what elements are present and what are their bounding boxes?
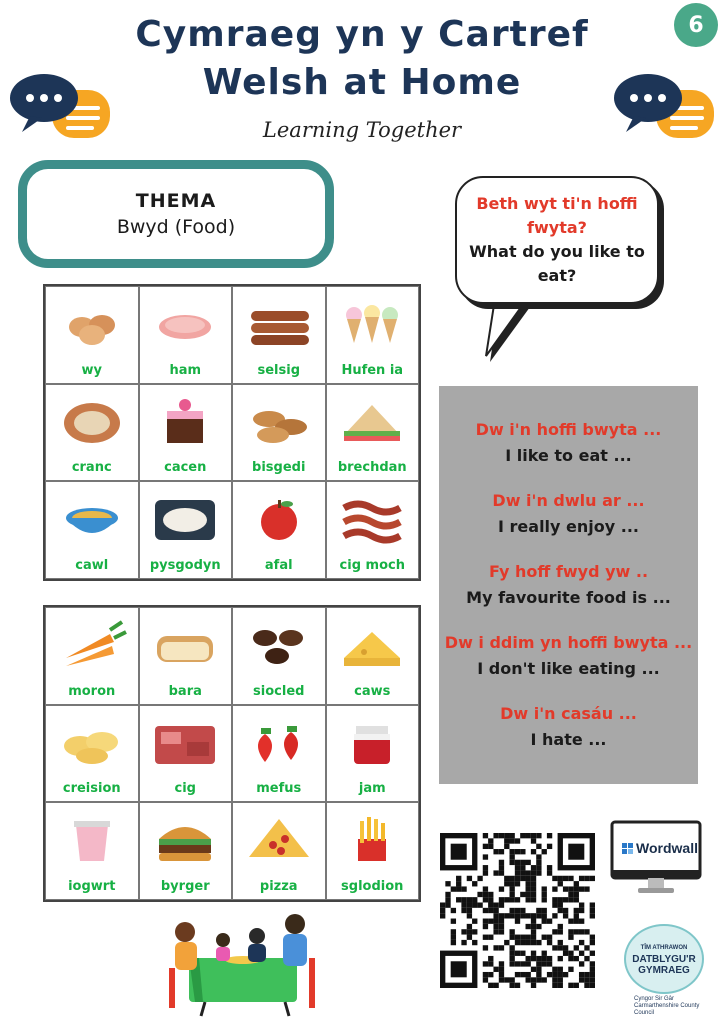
phrase-item bbox=[492, 488, 644, 540]
food-card bbox=[45, 607, 139, 705]
food-card bbox=[326, 286, 420, 384]
wordwall-monitor-icon[interactable] bbox=[610, 820, 704, 898]
phrase-item bbox=[466, 559, 671, 611]
page-title-welsh: Cymraeg yn y Cartref bbox=[135, 14, 589, 55]
badge-line-3: GYMRAEG bbox=[638, 964, 690, 976]
question-welsh: Beth wyt ti'n hoffi fwyta? bbox=[476, 194, 638, 237]
food-label: cig bbox=[174, 781, 196, 797]
eggs-icon bbox=[53, 293, 131, 351]
meat-icon bbox=[146, 712, 224, 770]
cheese-icon bbox=[333, 614, 411, 672]
food-label: creision bbox=[62, 781, 121, 797]
council-line-1: Cyngor Sir Gâr bbox=[634, 996, 675, 1002]
food-card bbox=[45, 802, 139, 900]
bacon-icon bbox=[333, 488, 411, 546]
question-english: What do you like to eat? bbox=[469, 242, 645, 285]
strawberries-icon bbox=[240, 712, 318, 770]
food-card bbox=[45, 384, 139, 482]
cake-icon bbox=[146, 391, 224, 449]
chat-bubbles-icon bbox=[612, 72, 716, 144]
food-label: pizza bbox=[259, 878, 298, 894]
ham-icon bbox=[146, 293, 224, 351]
crisps-icon bbox=[53, 712, 131, 770]
apple-icon bbox=[240, 488, 318, 546]
food-card bbox=[45, 286, 139, 384]
phrase-english: I don't like eating ... bbox=[477, 659, 660, 678]
phrase-welsh: Dw i'n casáu ... bbox=[500, 704, 637, 723]
fish-icon bbox=[146, 488, 224, 546]
food-label: afal bbox=[264, 557, 293, 573]
food-label: siocled bbox=[253, 683, 305, 699]
food-card bbox=[326, 384, 420, 482]
council-logo bbox=[634, 996, 704, 1017]
food-label: jam bbox=[358, 781, 386, 797]
phrase-english: I hate ... bbox=[530, 730, 607, 749]
food-grid-1 bbox=[43, 284, 421, 581]
sausages-icon bbox=[240, 293, 318, 351]
chocolate-icon bbox=[240, 614, 318, 672]
phrase-english: My favourite food is ... bbox=[466, 588, 671, 607]
food-label: cranc bbox=[71, 460, 112, 476]
page-number-badge: 6 bbox=[674, 3, 718, 47]
food-card bbox=[232, 802, 326, 900]
phrase-welsh: Dw i'n hoffi bwyta ... bbox=[475, 420, 662, 439]
phrase-item bbox=[476, 417, 662, 469]
chips-icon bbox=[333, 809, 411, 867]
food-label: ham bbox=[169, 362, 202, 378]
food-label: selsig bbox=[257, 362, 300, 378]
bread-icon bbox=[146, 614, 224, 672]
soup-icon bbox=[53, 488, 131, 546]
ice-cream-icon bbox=[333, 293, 411, 351]
council-line-2: Carmarthenshire County Council bbox=[634, 1003, 700, 1016]
welsh-team-badge bbox=[624, 924, 704, 994]
food-card bbox=[139, 286, 233, 384]
food-label: moron bbox=[68, 683, 116, 699]
food-label: bisgedi bbox=[252, 460, 306, 476]
crab-icon bbox=[53, 391, 131, 449]
badge-line-2: DATBLYGU'R bbox=[632, 953, 696, 965]
food-card bbox=[326, 705, 420, 803]
food-card bbox=[139, 481, 233, 579]
food-card bbox=[139, 802, 233, 900]
question-bubble bbox=[455, 176, 659, 304]
food-label: brechdan bbox=[337, 460, 407, 476]
sandwich-icon bbox=[333, 391, 411, 449]
pizza-icon bbox=[240, 809, 318, 867]
chat-bubbles-icon bbox=[8, 72, 112, 144]
qr-code[interactable] bbox=[440, 833, 595, 988]
food-label: iogwrt bbox=[68, 878, 116, 894]
phrase-welsh: Dw i ddim yn hoffi bwyta ... bbox=[444, 633, 693, 652]
food-card bbox=[139, 384, 233, 482]
food-grid-2 bbox=[43, 605, 421, 902]
phrases-panel bbox=[439, 386, 698, 784]
theme-heading: THEMA bbox=[135, 190, 217, 212]
food-label: cawl bbox=[75, 557, 109, 573]
food-card bbox=[232, 384, 326, 482]
food-label: wy bbox=[81, 362, 102, 378]
carrots-icon bbox=[53, 614, 131, 672]
jam-icon bbox=[333, 712, 411, 770]
food-card bbox=[326, 481, 420, 579]
theme-topic: Bwyd (Food) bbox=[116, 216, 236, 238]
food-label: bara bbox=[168, 683, 202, 699]
food-card bbox=[326, 802, 420, 900]
phrase-welsh: Dw i'n dwlu ar ... bbox=[492, 491, 645, 510]
food-card bbox=[232, 286, 326, 384]
food-label: caws bbox=[354, 683, 391, 699]
family-dinner-illustration bbox=[155, 910, 325, 1018]
wordwall-label[interactable]: Wordwall bbox=[636, 840, 698, 856]
burger-icon bbox=[146, 809, 224, 867]
food-card bbox=[139, 705, 233, 803]
food-label: Hufen ia bbox=[341, 362, 404, 378]
phrase-item bbox=[500, 701, 637, 753]
food-card bbox=[232, 607, 326, 705]
page-subtitle: Learning Together bbox=[262, 118, 462, 142]
food-card bbox=[326, 607, 420, 705]
food-card bbox=[45, 705, 139, 803]
food-label: cacen bbox=[164, 460, 207, 476]
yogurt-icon bbox=[53, 809, 131, 867]
food-label: mefus bbox=[256, 781, 302, 797]
food-label: cig moch bbox=[339, 557, 405, 573]
theme-box bbox=[18, 160, 334, 268]
badge-line-1: TÎM ATHRAWON bbox=[640, 944, 688, 951]
food-label: byrger bbox=[160, 878, 210, 894]
food-card bbox=[232, 481, 326, 579]
biscuits-icon bbox=[240, 391, 318, 449]
phrase-item bbox=[445, 630, 692, 682]
food-card bbox=[232, 705, 326, 803]
food-label: pysgodyn bbox=[149, 557, 221, 573]
food-card bbox=[45, 481, 139, 579]
food-label: sglodion bbox=[341, 878, 404, 894]
food-card bbox=[139, 607, 233, 705]
phrase-english: I like to eat ... bbox=[505, 446, 632, 465]
page-title-english: Welsh at Home bbox=[202, 62, 522, 103]
phrase-welsh: Fy hoff fwyd yw .. bbox=[488, 562, 649, 581]
phrase-english: I really enjoy ... bbox=[498, 517, 639, 536]
